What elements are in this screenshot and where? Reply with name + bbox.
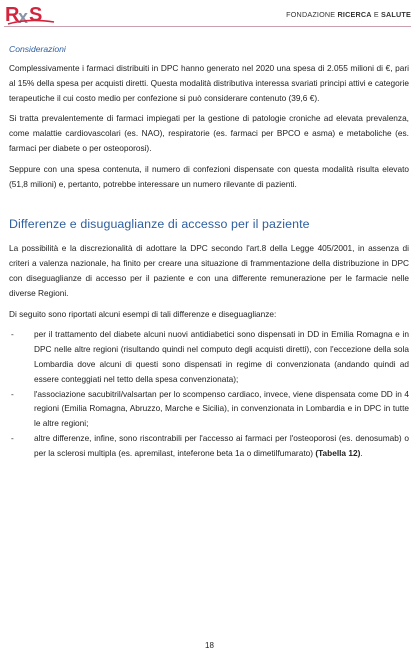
bullet-marker: - [11, 329, 14, 340]
paragraph: La possibilità e la discrezionalità di adottare la DPC secondo l'art.8 della Legge 405/2001, in assenza di criteri a valenza nazionale, ha finito per creare una situazione di frammentazione della distribuzione in DPC con diseguaglianze di accesso per il paziente e con una differente remunerazione per le farmacie nelle diverse Regioni. [9, 243, 409, 298]
list-item: - altre differenze, infine, sono riscontrabili per l'accesso ai farmaci per l'osteoporosi (es. denosumab) o per la sclerosi multipla (es. apremilast, inteferone beta 1a o dimetilfumarato) (Tabella 12). [11, 432, 409, 458]
bullet-marker: - [11, 388, 14, 399]
bullet-marker: - [11, 432, 14, 443]
table-reference: (Tabella 12) [315, 447, 361, 458]
svg-text:R: R [5, 4, 20, 26]
list-item: - per il trattamento del diabete alcuni nuovi antidiabetici sono dispensati in DD in Emilia Romagna e in DPC nelle altre regioni (risultando quindi nel computo degli acquisti diretti), con l'eccezione della sola Lombardia dove alcuni di questi sono dispensati in regime di convenzionata (andando quindi ad essere conteggiati nel tetto della spesa convenzionata); [11, 329, 409, 384]
paragraph: Complessivamente i farmaci distribuiti in DPC hanno generato nel 2020 una spesa di 2.055 milioni di €, pari al 15% della spesa per acquisti diretti. Questa modalità distributiva interessa svariati principi attivi e categorie terapeutiche il cui costo medio per confezione si può considerare contenuto (39,6 €). [9, 63, 409, 103]
page-content [9, 44, 409, 461]
page-number: 18 [205, 641, 214, 650]
svg-text:S: S [29, 4, 43, 26]
paragraph: Si tratta prevalentemente di farmaci impiegati per la gestione di patologie croniche ad elevata prevalenza, come malattie cardiovascolari (es. NAO), respiratorie (es. farmaci per BPCO e asma) e metaboliche (es. farmaci per diabete o per osteoporosi). [9, 113, 409, 153]
header-divider [4, 26, 411, 27]
paragraph: Di seguito sono riportati alcuni esempi di tali differenze e diseguaglianze: [9, 308, 277, 319]
organization-name: FONDAZIONE RICERCA E SALUTE [286, 10, 411, 19]
bullet-list [9, 327, 409, 460]
rxs-logo-icon [4, 2, 58, 26]
page-header [0, 0, 419, 30]
svg-text:x: x [18, 7, 29, 26]
section-subheading: Considerazioni [9, 44, 66, 54]
section-heading: Differenze e disuguaglianze di accesso per il paziente [9, 217, 310, 232]
list-item: - l'associazione sacubitril/valsartan per lo scompenso cardiaco, invece, viene dispensata come DD in 4 regioni (Emilia Romagna, Abruzzo, Marche e Sicilia), in convenzionata in Lombardia e in DPC in tutte le altre regioni; [11, 388, 409, 429]
paragraph: Seppure con una spesa contenuta, il numero di confezioni dispensate con questa modalità risulta elevato (51,8 milioni) e, pertanto, potrebbe interessare un numero rilevante di pazienti. [9, 163, 409, 189]
